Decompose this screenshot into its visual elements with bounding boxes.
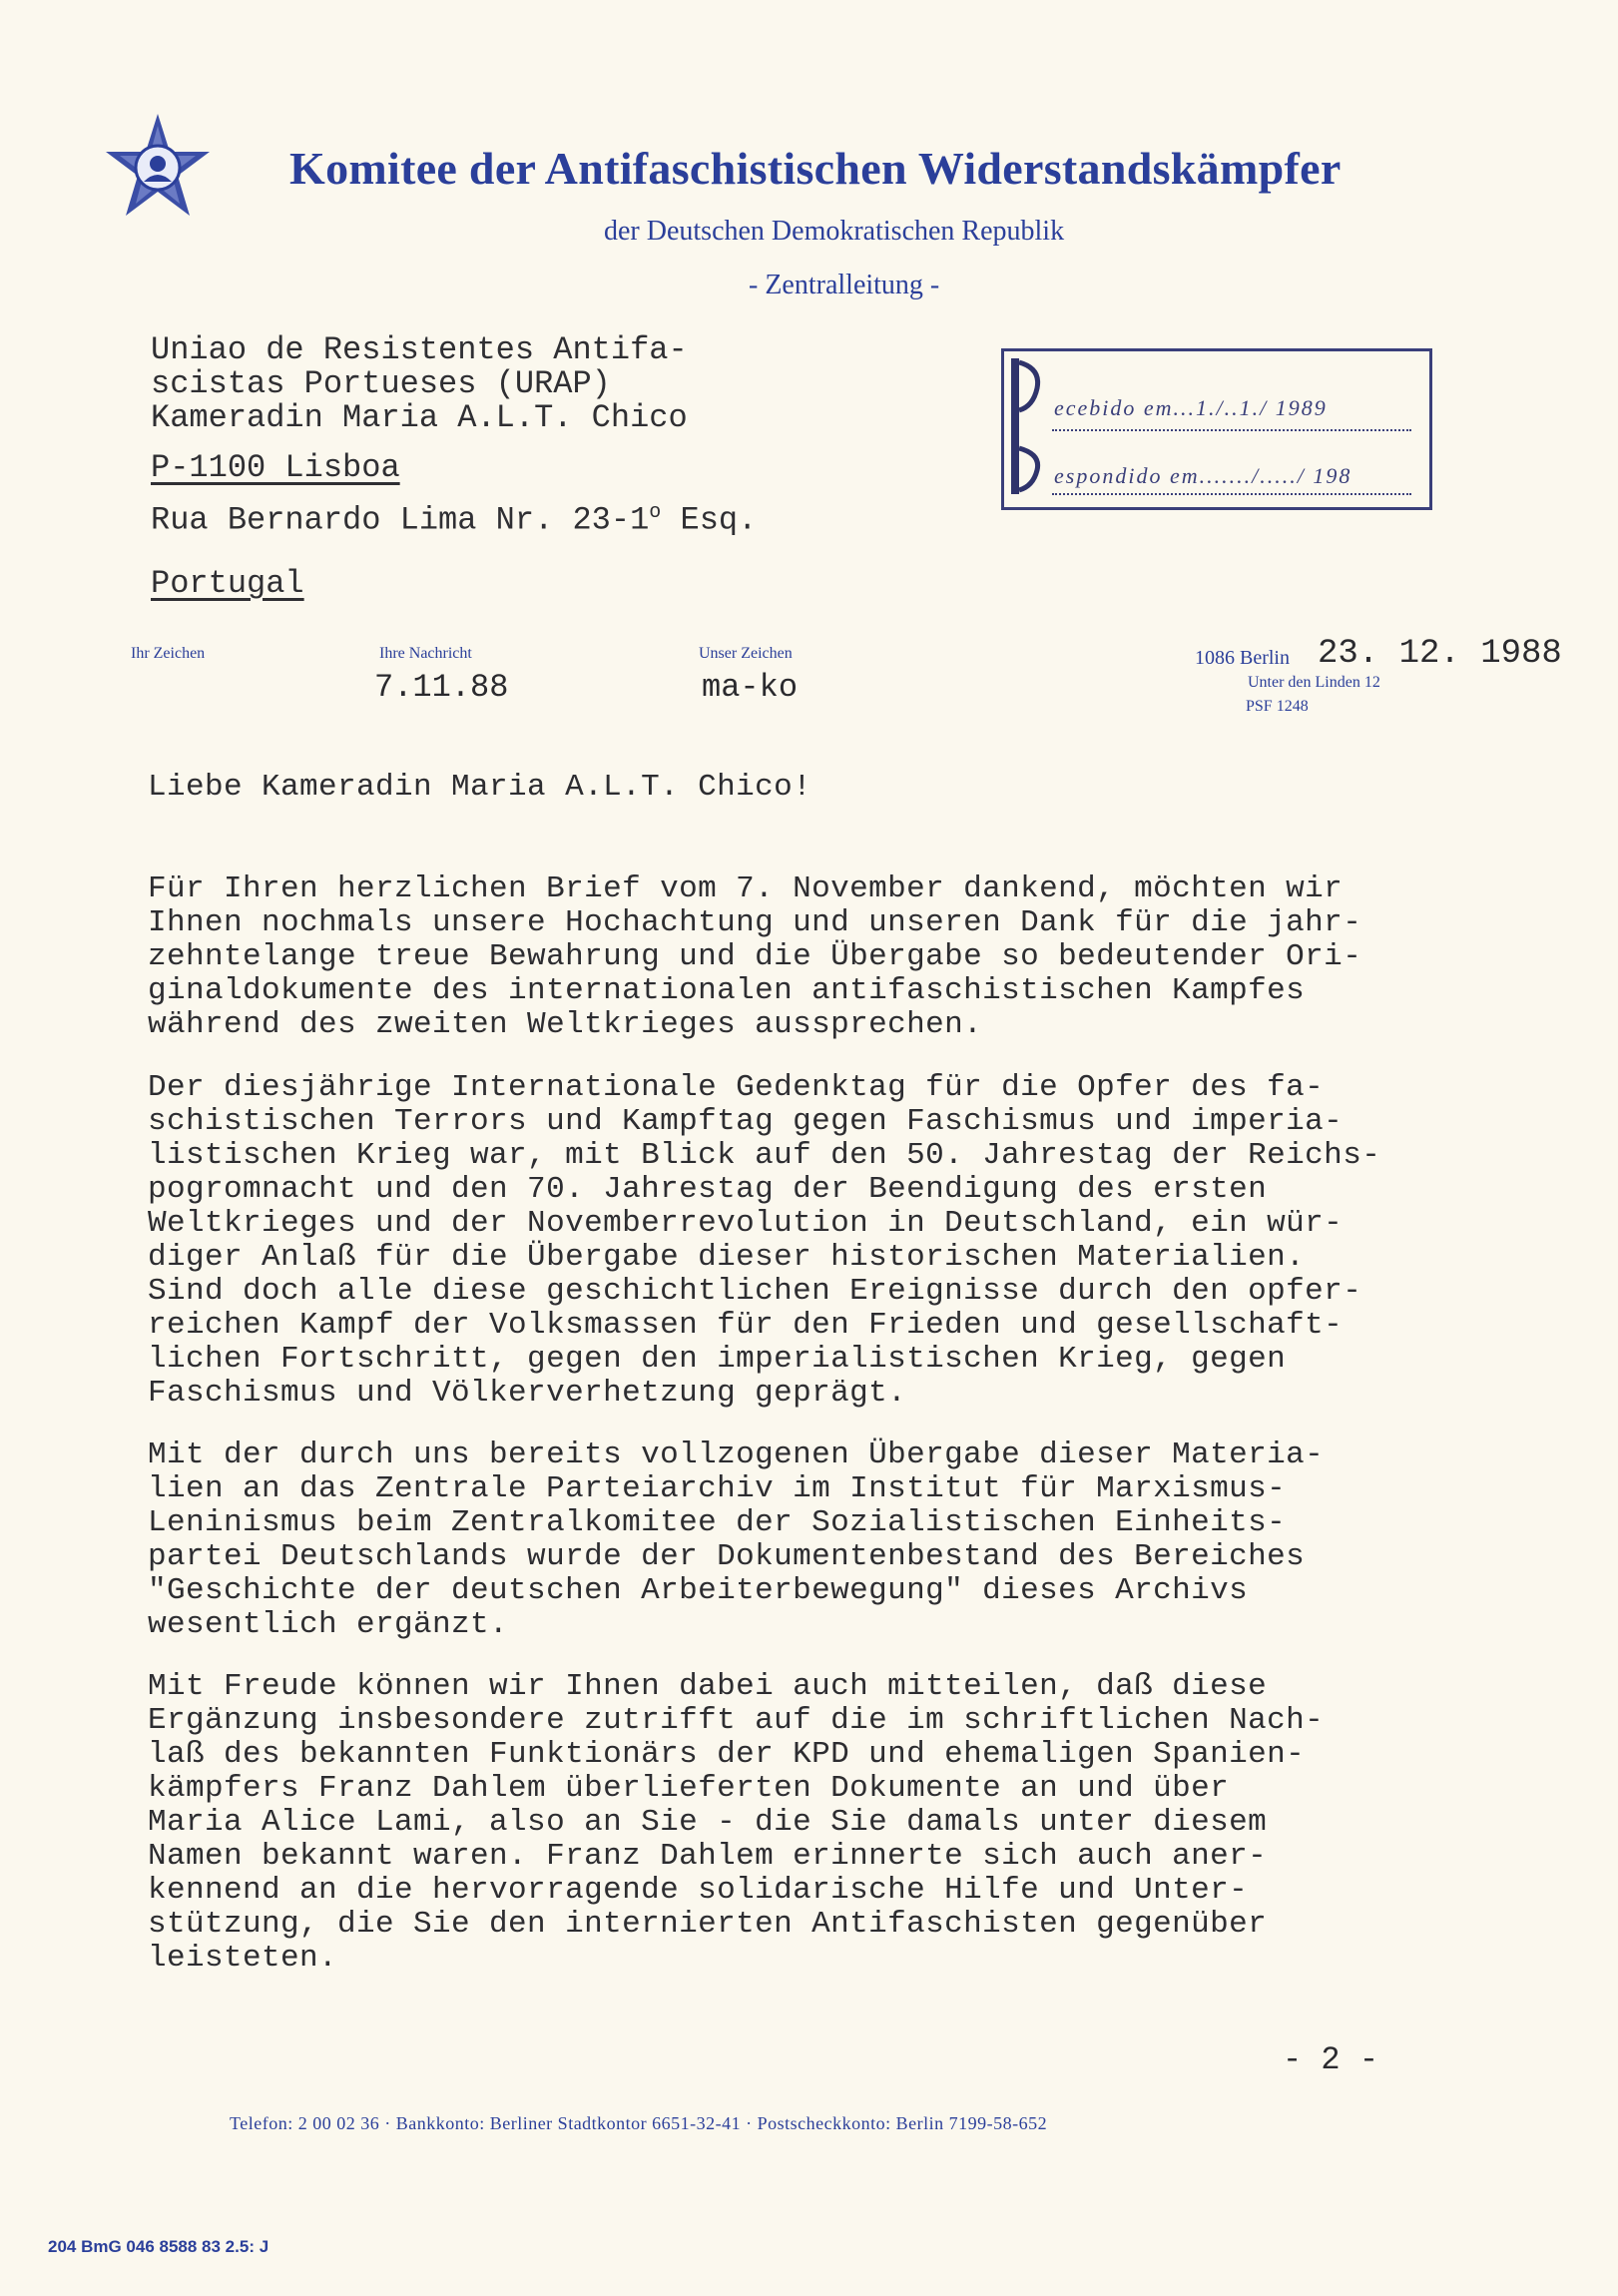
stamp-r-letter-icon (1001, 348, 1043, 504)
paragraph-line: leisteten. (148, 1941, 338, 1976)
ihre-nachricht-label: Ihre Nachricht (379, 645, 472, 662)
paragraph-4 (148, 1670, 1505, 1976)
paragraph-line: schistischen Terrors und Kampftag gegen Faschismus und imperia- (148, 1104, 1344, 1139)
paragraph-line: laß des bekannten Funktionärs der KPD und ehemaligen Spanien- (148, 1737, 1306, 1772)
paragraph-line: reichen Kampf der Volksmassen für den Frieden und gesellschaft- (148, 1308, 1344, 1343)
paragraph-line: Namen bekannt waren. Franz Dahlem erinnerte sich auch aner- (148, 1839, 1268, 1874)
recipient-line-1: Uniao de Resistentes Antifa- (151, 331, 688, 368)
organization-subtitle: der Deutschen Demokratischen Republik (604, 216, 1065, 247)
stamp-answered-text: espondido em......./...../ 198 (1054, 463, 1352, 488)
organization-title: Komitee der Antifaschistischen Widerstandskämpfer (289, 143, 1342, 194)
paragraph-line: Mit Freude können wir Ihnen dabei auch mitteilen, daß diese (148, 1669, 1268, 1704)
paragraph-line: Faschismus und Völkerverhetzung geprägt. (148, 1376, 907, 1411)
paragraph-line: zehntelange treue Bewahrung und die Übergabe so bedeutender Ori- (148, 939, 1362, 974)
unser-zeichen-label: Unser Zeichen (699, 645, 793, 662)
paragraph-line: partei Deutschlands wurde der Dokumentenbestand des Bereiches (148, 1539, 1306, 1574)
paragraph-line: Sind doch alle diese geschichtlichen Ereignisse durch den opfer- (148, 1274, 1362, 1309)
print-code: 204 BmG 046 8588 83 2.5: J (48, 2237, 270, 2256)
paragraph-line: Ergänzung insbesondere zutrifft auf die im schriftlichen Nach- (148, 1703, 1325, 1738)
paragraph-line: kämpfers Franz Dahlem überlieferten Dokumente an und über (148, 1771, 1230, 1806)
footer-contact: Telefon: 2 00 02 36 · Bankkonto: Berliner Stadtkontor 6651-32-41 · Postscheckkonto: Berlin 7199-58-652 (230, 2113, 1048, 2133)
paragraph-line: stützung, die Sie den internierten Antifaschisten gegenüber (148, 1907, 1268, 1942)
ihre-nachricht-value: 7.11.88 (374, 669, 509, 706)
paragraph-1 (148, 872, 1505, 1042)
paragraph-2 (148, 1071, 1505, 1411)
paragraph-line: Der diesjährige Internationale Gedenktag für die Opfer des fa- (148, 1070, 1325, 1105)
letter-place: 1086 Berlin (1195, 647, 1290, 669)
recipient-line-2: scistas Portueses (URAP) (151, 365, 611, 402)
paragraph-line: Ihnen nochmals unsere Hochachtung und unseren Dank für die jahr- (148, 905, 1362, 940)
letter-date: 23. 12. 1988 (1318, 635, 1562, 673)
unser-zeichen-value: ma-ko (702, 669, 799, 706)
stamp-received-text: ecebido em...1./..1./ 1989 (1054, 395, 1328, 420)
recipient-line-3: Kameradin Maria A.L.T. Chico (151, 399, 688, 436)
paragraph-line: kennend an die hervorragende solidarische Hilfe und Unter- (148, 1873, 1249, 1908)
paragraph-3 (148, 1438, 1505, 1642)
paragraph-line: diger Anlaß für die Übergabe dieser historischen Materialien. (148, 1240, 1306, 1275)
sender-psf: PSF 1248 (1246, 698, 1309, 715)
star-emblem-icon (100, 112, 216, 228)
paragraph-line: lien an das Zentrale Parteiarchiv im Institut für Marxismus- (148, 1471, 1287, 1506)
received-stamp (1001, 348, 1432, 510)
paragraph-line: "Geschichte der deutschen Arbeiterbewegung" dieses Archivs (148, 1573, 1249, 1608)
organization-division: - Zentralleitung - (749, 270, 940, 300)
sender-address: Unter den Linden 12 (1248, 674, 1380, 691)
recipient-street: Rua Bernardo Lima Nr. 23-1$^o$ Esq. (151, 501, 758, 539)
paragraph-line: Mit der durch uns bereits vollzogenen Übergabe dieser Materia- (148, 1437, 1325, 1472)
paragraph-line: pogromnacht und den 70. Jahrestag der Beendigung des ersten (148, 1172, 1268, 1207)
page-marker: - 2 - (1283, 2041, 1379, 2078)
paragraph-line: Für Ihren herzlichen Brief vom 7. November dankend, möchten wir (148, 871, 1344, 906)
salutation: Liebe Kameradin Maria A.L.T. Chico! (148, 770, 812, 805)
paragraph-line: ginaldokumente des internationalen antifaschistischen Kampfes (148, 973, 1306, 1008)
paragraph-line: Leninismus beim Zentralkomitee der Sozialistischen Einheits- (148, 1505, 1287, 1540)
paragraph-line: Maria Alice Lami, also an Sie - die Sie damals unter diesem (148, 1805, 1268, 1840)
paragraph-line: während des zweiten Weltkrieges aussprechen. (148, 1007, 983, 1042)
ihr-zeichen-label: Ihr Zeichen (131, 645, 206, 662)
paragraph-line: lichen Fortschritt, gegen den imperialistischen Krieg, gegen (148, 1342, 1287, 1377)
recipient-country: Portugal (151, 565, 304, 602)
paragraph-line: listischen Krieg war, mit Blick auf den 50. Jahrestag der Reichs- (148, 1138, 1381, 1173)
paragraph-line: wesentlich ergänzt. (148, 1607, 509, 1642)
paragraph-line: Weltkrieges und der Novemberrevolution in Deutschland, ein wür- (148, 1206, 1344, 1241)
recipient-city: P-1100 Lisboa (151, 449, 400, 486)
